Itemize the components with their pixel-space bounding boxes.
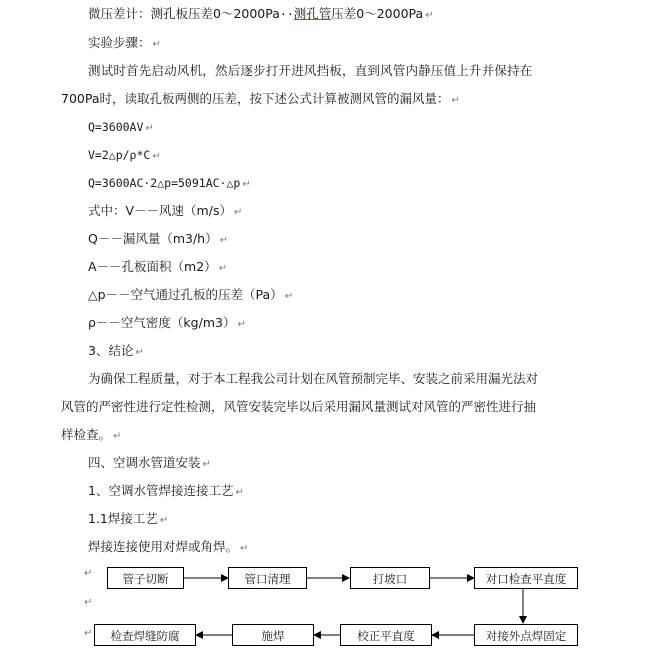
- paragraph-mark-icon: ↵: [218, 263, 228, 274]
- subsubsection-heading-welding-process: 1.1焊接工艺: [88, 511, 158, 526]
- formula-q-expanded: Q=3600AC·2△p=5091AC·△p: [88, 176, 241, 190]
- flow-step-bevel: 打坡口: [350, 567, 430, 589]
- paragraph-mark-icon: ↵: [152, 151, 161, 162]
- legend-rho: ρ－－空气密度（kg/m3）: [88, 315, 236, 330]
- flow-step-cut-pipe: 管子切断: [107, 567, 184, 589]
- pressure-meter-text: 微压差计：测孔板压差0～2000Pa: [88, 6, 280, 21]
- pressure-range-text: 压差0～2000Pa: [331, 6, 424, 21]
- paragraph-mark-icon: ↵: [145, 123, 154, 134]
- subsection-heading-welding: 1、空调水管焊接连接工艺: [88, 483, 234, 498]
- paragraph-mark-icon: ↵: [84, 568, 93, 579]
- pressure-tube-text: 测孔管: [293, 6, 332, 21]
- paragraph-mark-icon: ↵: [219, 235, 228, 246]
- paragraph-mark-icon: ↵: [202, 459, 211, 470]
- legend-q: Q－－漏风量（m3/h）: [88, 231, 218, 246]
- paragraph-mark-icon: ↵: [284, 291, 294, 302]
- conclusion-text: 为确保工程质量，对于本工程我公司计划在风管预制完毕、安装之前采用漏光法对: [88, 371, 539, 386]
- paragraph-mark-icon: ↵: [135, 347, 144, 358]
- legend-dp: △p－－空气通过孔板的压差（Pa）: [88, 287, 283, 302]
- paragraph-mark-icon: ↵: [233, 207, 243, 218]
- paragraph-mark-icon: ↵: [159, 515, 169, 526]
- paragraph-mark-icon: ↵: [240, 543, 249, 554]
- text-line-1: 微压差计：测孔板压差0～2000Pa··测孔管压差0～2000Pa ↵: [88, 6, 434, 21]
- flow-step-check-alignment: 对口检查平直度: [474, 567, 578, 589]
- conclusion-text-end: 样检查。: [61, 427, 112, 442]
- paragraph-mark-icon: ↵: [152, 39, 161, 50]
- section-heading-water-pipe: 四、空调水管道安装: [88, 455, 201, 470]
- paragraph-mark-icon: ↵: [113, 431, 122, 442]
- paragraph-mark-icon: ↵: [237, 319, 246, 330]
- formula-v: V=2△p/ρ*C: [88, 148, 151, 162]
- paragraph-mark-icon: ↵: [235, 487, 244, 498]
- legend-v: 式中：V－－风速（m/s）: [88, 203, 232, 218]
- flow-step-welding: 施焊: [232, 624, 314, 646]
- flow-step-tack-weld: 对接外点焊固定: [474, 624, 578, 646]
- formula-q: Q=3600AV: [88, 120, 144, 134]
- paragraph-mark-icon: ↵: [84, 628, 93, 639]
- legend-a: A－－孔板面积（m2）: [88, 259, 217, 274]
- experiment-steps-heading: 实验步骤：: [88, 35, 151, 50]
- conclusion-text-cont: 风管的严密性进行定性检测，风管安装完毕以后采用漏风量测试对风管的严密性进行抽: [61, 399, 537, 414]
- flow-step-straighten: 校正平直度: [340, 624, 432, 646]
- paragraph-mark-icon: ↵: [84, 597, 93, 608]
- procedure-text: 测试时首先启动风机，然后逐步打开进风挡板，直到风管内静压值上升并保持在: [88, 63, 533, 78]
- flow-step-clean-end: 管口清理: [228, 567, 307, 589]
- paragraph-mark-icon: ↵: [425, 10, 434, 21]
- conclusion-heading: 3、结论: [88, 343, 134, 358]
- welding-method-text: 焊接连接使用对焊或角焊。: [88, 539, 239, 554]
- procedure-text-cont: 700Pa时，读取孔板两侧的压差，按下述公式计算被测风管的漏风量：: [61, 91, 450, 106]
- flow-step-inspect-weld-anticorrosion: 检查焊缝防腐: [94, 624, 196, 646]
- paragraph-mark-icon: ↵: [451, 95, 460, 106]
- paragraph-mark-icon: ↵: [242, 179, 251, 190]
